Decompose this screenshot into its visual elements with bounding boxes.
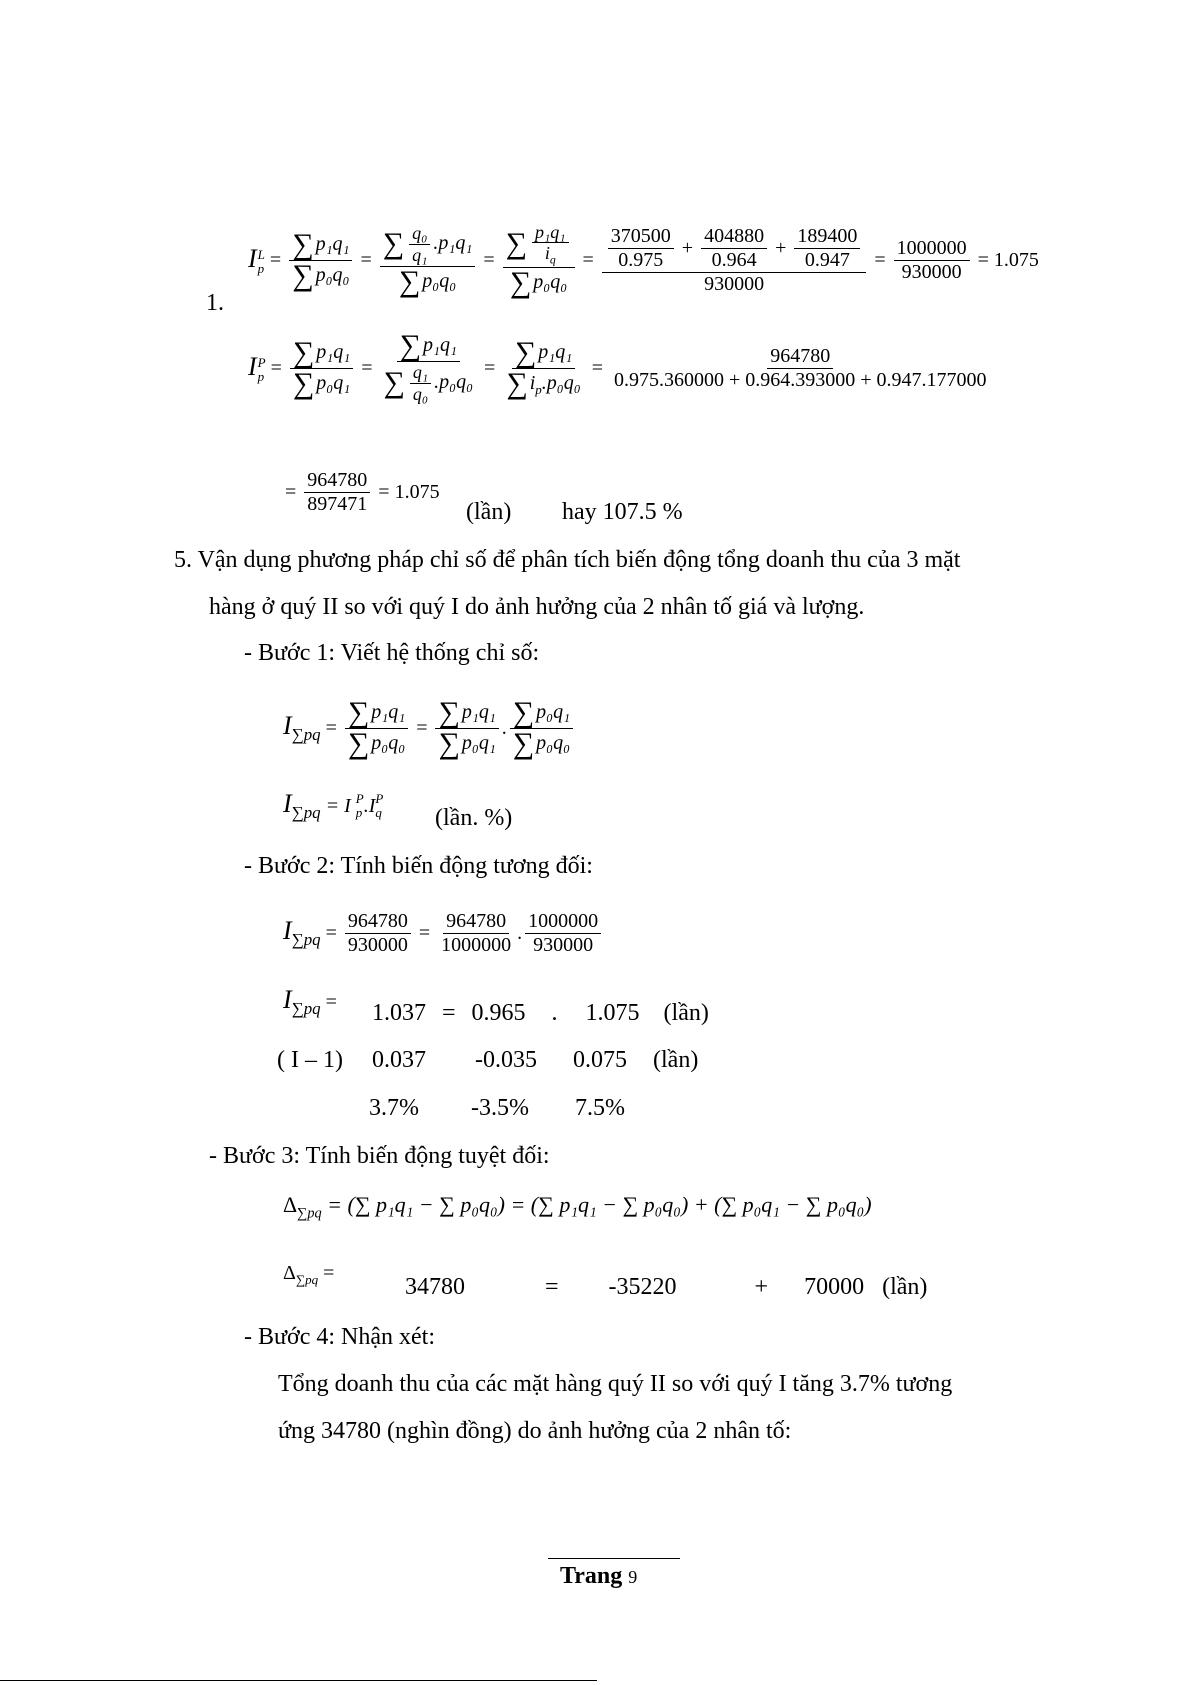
equation-paasche-cont: = $\frac{964780}{897471}$ = 1.075 [285, 468, 440, 515]
fraction-2: ∑ p₁q₁ ∑ $\frac{\text{q₁}}{\text{q₀}}$ .p₀q₀ [383, 329, 474, 404]
fraction-1: $\frac{\text{∑ p₁q₁}}{\text{∑ p₀q₀}}$ [289, 230, 352, 291]
percent-label: hay 107.5 % [562, 499, 683, 525]
step-4-heading: - Bước 4: Nhận xét: [244, 1324, 435, 1350]
step-3-heading: - Bước 3: Tính biến động tuyệt đối: [209, 1143, 550, 1169]
relative-row-2-label: ( I – 1) [277, 1047, 343, 1073]
section-5-line-1: 5. Vận dụng phương pháp chỉ số để phân tích biến động tổng doanh thu của 3 mặt [174, 547, 961, 573]
index-symbol: I L p [248, 244, 265, 276]
relative-row-label: $I_{\sum pq}$ = [283, 985, 337, 1019]
step-1-heading: - Bước 1: Viết hệ thống chỉ số: [244, 640, 540, 666]
absolute-row-label: $\Delta_{\sum pq}$ = [283, 1262, 335, 1287]
relative-row-2: 0.037 -0.035 0.075 (lần) [372, 1047, 699, 1073]
relative-row-1: 1.037 = 0.965 . 1.075 (lần) [372, 1000, 709, 1026]
unit-label: (lần) [466, 499, 512, 525]
fraction-values: $\frac{370500}{0.975}$ + $\frac{404880}{0.964}$ + $\frac{189400}{0.947}$ 930000 [602, 225, 867, 296]
absolute-row: 34780 = -35220 + 70000 (lần) [405, 1274, 928, 1300]
conclusion-line-2: ứng 34780 (nghìn đồng) do ảnh hưởng của 2 nhân tố: [278, 1418, 792, 1444]
equation-laspeyres: I L p = $\frac{\text{∑ p₁q₁}}{\text{∑ p₀q₀}}$ = ∑ $\frac{\text{q₀}}{\text{q₁}}$ .p₁q₁ ∑ p₀q₀ = ∑ $\frac{\text{p₁q₁}}{i_q}$ ∑ p₀q₀ = $\frac{370500}{0.975}$ + $\frac{404880}{0.964}$ + $\frac{189400}{0.947}$ 930000 = $\frac{1000000}{930000}$ = 1.075 [248, 221, 1039, 300]
equation-paasche: I P p = $\frac{\text{∑ p₁q₁}}{\text{∑ p₀q₁}}$ = ∑ p₁q₁ ∑ $\frac{\text{q₁}}{\text{q₀}}$ .p₀q₀ = $\frac{\text{∑ p₁q₁}}{\sum i_p.p_0q_0}$ = $\frac{964780}{0.975.360000 + 0.964.393000 + 0.947.177000}$ [248, 318, 993, 418]
step-2-heading: - Bước 2: Tính biến động tương đối: [244, 853, 593, 879]
conclusion-line-1: Tổng doanh thu của các mặt hàng quý II so với quý I tăng 3.7% tương [278, 1371, 953, 1397]
fraction-3: $\frac{\text{∑ p₁q₁}}{\sum i_p.p_0q_0}$ [506, 335, 581, 400]
fraction-ratio: $\frac{1000000}{930000}$ [894, 237, 970, 284]
fraction-cont: $\frac{964780}{897471}$ [304, 469, 370, 516]
fraction-1: $\frac{\text{∑ p₁q₁}}{\text{∑ p₀q₁}}$ [290, 338, 353, 399]
absolute-change-equation: $\Delta_{\sum pq}$ = (∑ p₁q₁ − ∑ p₀q₀) = (∑ p₁q₁ − ∑ p₀q₀) + (∑ p₀q₁ − ∑ p₀q₀) [283, 1192, 872, 1222]
fraction-3: ∑ $\frac{\text{p₁q₁}}{i_q}$ ∑ p₀q₀ [503, 222, 575, 299]
result-value: 1.075 [993, 248, 1039, 271]
fraction-2: ∑ $\frac{\text{q₀}}{\text{q₁}}$ .p₁q₁ ∑ p₀q₀ [380, 223, 476, 296]
relative-row-3: 3.7% -3.5% 7.5% [369, 1095, 625, 1121]
bottom-rule [0, 1680, 597, 1681]
unit-label: (lần. %) [435, 805, 513, 831]
footer-divider [548, 1558, 680, 1559]
page-number: 9 [628, 1567, 638, 1587]
relative-change-equation: $I_{\sum pq}$ = $\frac{964780}{930000}$ = $\frac{964780}{1000000}$ . $\frac{1000000}{930000}$ [283, 898, 604, 968]
index-product-equation: $I_{\sum pq}$ = I P p .I P q [283, 788, 384, 823]
page-footer [560, 1563, 637, 1590]
index-symbol: I P p [248, 352, 266, 384]
index-system-equation: $I_{\sum pq}$ = $\frac{\text{∑ p₁q₁}}{\text{∑ p₀q₀}}$ = $\frac{\text{∑ p₁q₁}}{\text{∑ p₀q₁}}$ . $\frac{\text{∑ p₀q₁}}{\text{∑ p₀q₀}}$ [283, 688, 576, 768]
result-value: 1.075 [394, 480, 440, 503]
page-label: Trang [560, 1563, 623, 1589]
equation-number-1: 1. [206, 290, 224, 316]
section-5-line-2: hàng ở quý II so với quý I do ảnh hưởng của 2 nhân tố giá và lượng. [209, 594, 865, 620]
fraction-values: $\frac{964780}{0.975.360000 + 0.964.393000 + 0.947.177000}$ [613, 344, 987, 391]
